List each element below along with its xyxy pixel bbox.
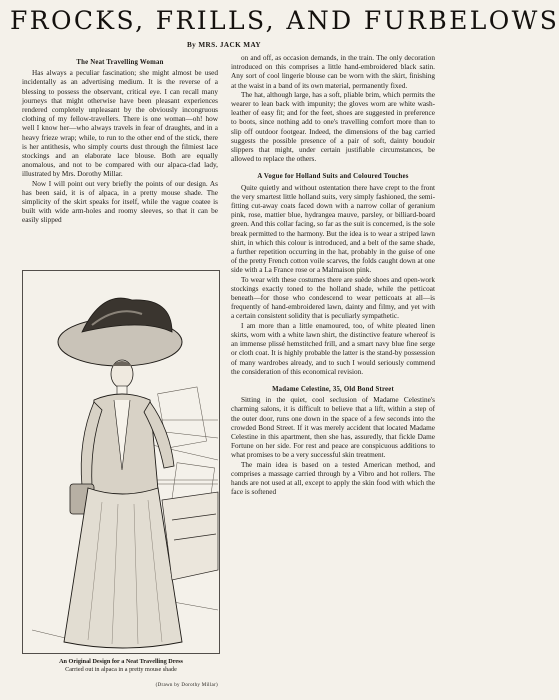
paragraph: Quite quietly and without ostentation there have crept to the front the very smartest little holland suits, very simply fashioned, the semi-fitting cut-away coats faced down with a narrow collar of geranium pink, rose, mattier blue, hydrangea mauve, parsley, or billiard-board green. And this collar facing, so far as the suit is concerned, is the sole break permitted to the harmony. But the idea is to wear a striped lawn shirt, in which this colour is introduced, and a belt of the same shade, a further repetition occurring in the hat, probably in the guise of one of the pretty French cotton voile scarves, the folds caught down at one side with a La France rose or a Malmaison pink. <box>231 183 435 275</box>
paragraph: To wear with these costumes there are suède shoes and open-work stockings exactly toned to the holland shade, while the petticoat beneath—for those who condescend to wear petticoats at all—is frequently of hand-embroidered lawn, dainty and filmy, and yet with a certain consistent solidity that is peculiarly sympathetic. <box>231 275 435 321</box>
section-heading-travelling-woman: The Neat Travelling Woman <box>76 59 164 66</box>
book-stand-drawing <box>162 492 218 580</box>
paragraph: on and off, as occasion demands, in the train. The only decoration introduced on this comprises a little hand-embroidered black satin. Any sort of cool lingerie blouse can be worn with the skirt, finishing at the waist in a band of its own material, permanently fixed. <box>231 54 435 90</box>
paragraph: The hat, although large, has a soft, pliable brim, which permits the wearer to lean back with impunity; the gloves worn are white wash-leather of easy fit; and for the feet, shoes are suggested in preference to boots, since nothing add to one's travelling comfort more than to slip off outdoor footgear. Indeed, the dimensions of the bag carried suggests the possible presence of a pair of soft, dainty boudoir slippers that might, under certain justifiable circumstances, be allowed to replace the others. <box>231 90 435 164</box>
caption-subtitle: Carried out in alpaca in a pretty mouse shade <box>65 666 177 673</box>
section-heading-holland-suits: A Vogue for Holland Suits and Coloured Touches <box>257 173 409 181</box>
caption-title: An Original Design for a Neat Travelling Dress <box>59 658 183 665</box>
byline: By MRS. JACK MAY <box>186 41 262 49</box>
paragraph: Sitting in the quiet, cool seclusion of Madame Celestine's charming salons, it is difficult to believe that a lift, within a step of the outer door, runs one down in the space of a few seconds into the crowded Bond Street. If it was merely accident that located Madame Celestine in this apartment, then she has, assuredly, that fickle Dame Fortune on her side. For rest and peace are conspicuous additions to what promises to be a very successful skin treatment. <box>231 396 435 460</box>
left-column <box>22 58 218 226</box>
page-title: FROCKS, FRILLS, AND FURBELOWS <box>10 6 559 35</box>
paragraph: Has always a peculiar fascination; she might almost be used incidentally as an advertising medium. It is the reverse of a blessing to possess the observant, critical eye. I can recall many journeys that might otherwise have been pleasant experiences rendered completely unpleasant by the obviously incongruous clothing of my fellow-travellers. There is one woman—oh! how well I know her—who always travels in fear of draughts, and in a heavy frieze wrap; while, to run to the other end of the stick, there is her antithesis, who simply courts dust through the filmiest lace stockings and an elaborate lace blouse. Both are equally anomalous, and not to be compared with our alpaca-clad lady, illustrated by Mrs. Dorothy Millar. <box>22 69 218 179</box>
fashion-illustration <box>22 270 220 654</box>
illustration-credit: (Drawn by Dorothy Millar) <box>155 683 218 688</box>
paragraph: Now I will point out very briefly the points of our design. As has been said, it is of alpaca, in a pretty mouse shade. The simplicity of the skirt speaks for itself, while the vague coatee is built with wide arm-holes and roomy sleeves, so that it can be easily slipped <box>22 179 218 225</box>
section-heading-madame-celestine: Madame Celestine, 35, Old Bond Street <box>272 385 394 393</box>
paragraph: I am more than a little enamoured, too, of white pleated linen skirts, worn with a white lawn shirt, the distinctive feature whereof is an immense plissé hemstitched frill, and a smart navy blue fine serge or cloth coat. It is highly probable the latter is the stand-by possession of many wardrobes already, and to such I would seriously commend the consideration of this economical revision. <box>231 321 435 376</box>
right-column <box>231 54 435 497</box>
illustration-caption <box>22 658 220 674</box>
paragraph: The main idea is based on a tested American method, and comprises a massage carried through by a Vibro and hot rollers. The hands are not used at all, except to apply the skin food with which the face is softened <box>231 460 435 497</box>
